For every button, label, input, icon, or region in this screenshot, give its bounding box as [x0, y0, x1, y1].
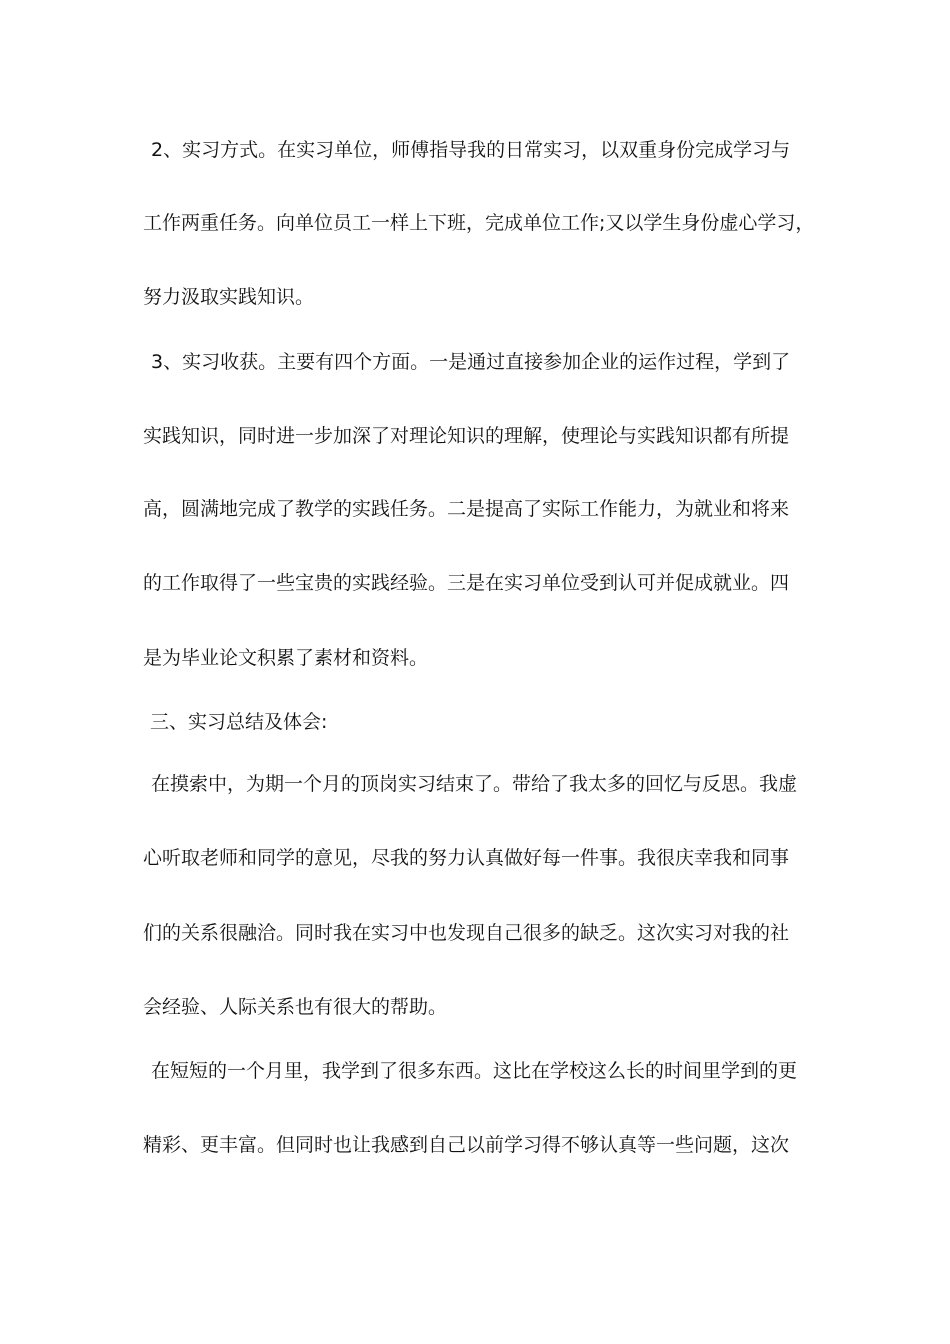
text-line: 精彩、更丰富。但同时也让我感到自己以前学习得不够认真等一些问题，这次 [143, 1134, 790, 1156]
text-line: 工作两重任务。向单位员工一样上下班，完成单位工作;又以学生身份虚心学习， [143, 212, 815, 234]
text-line: 3、实习收获。主要有四个方面。一是通过直接参加企业的运作过程，学到了 [151, 351, 791, 373]
text-line: 们的关系很融洽。同时我在实习中也发现自己很多的缺乏。这次实习对我的社 [143, 922, 790, 944]
text-line: 2、实习方式。在实习单位，师傅指导我的日常实习，以双重身份完成学习与 [151, 139, 791, 161]
section-heading: 三、实习总结及体会: [150, 711, 328, 733]
text-line: 在摸索中，为期一个月的顶岗实习结束了。带给了我太多的回忆与反思。我虚 [151, 773, 798, 795]
text-line: 努力汲取实践知识。 [143, 286, 315, 308]
text-line: 高，圆满地完成了教学的实践任务。二是提高了实际工作能力，为就业和将来 [143, 498, 790, 520]
text-line: 的工作取得了一些宝贵的实践经验。三是在实习单位受到认可并促成就业。四 [143, 572, 790, 594]
text-line: 实践知识，同时进一步加深了对理论知识的理解，使理论与实践知识都有所提 [143, 425, 790, 447]
text-line: 心听取老师和同学的意见，尽我的努力认真做好每一件事。我很庆幸我和同事 [143, 847, 790, 869]
text-line: 在短短的一个月里，我学到了很多东西。这比在学校这么长的时间里学到的更 [151, 1060, 798, 1082]
text-line: 会经验、人际关系也有很大的帮助。 [143, 996, 448, 1018]
text-line: 是为毕业论文积累了素材和资料。 [143, 647, 429, 669]
